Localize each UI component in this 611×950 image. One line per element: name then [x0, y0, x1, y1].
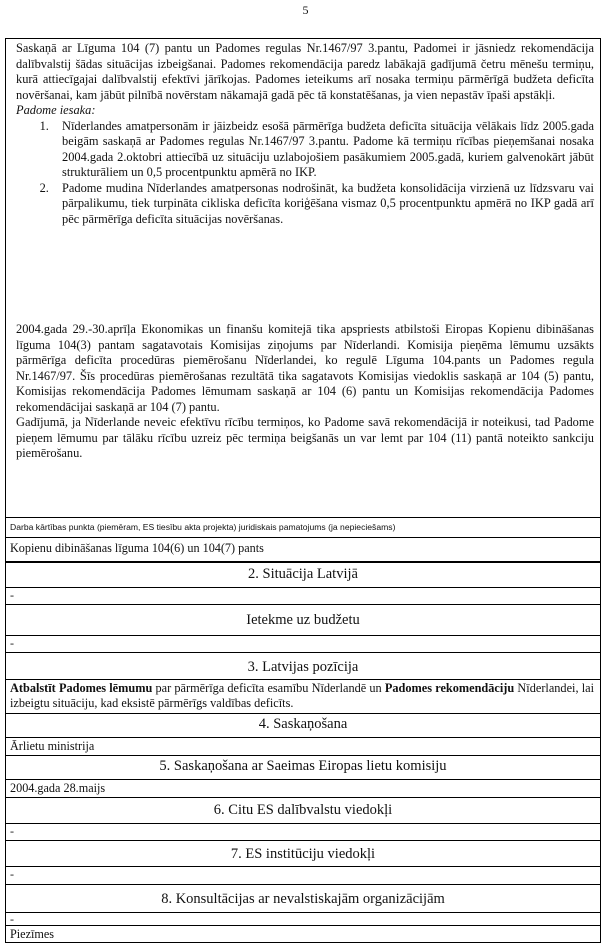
situation-row	[6, 587, 600, 604]
procedure-paragraph: 2004.gada 29.-30.aprīļa Ekonomikas un finanšu komitejā tika apspriests atbilstoši Eiropas Kopienu dibināšanas līguma 104(3) pantam sagatavotais Komisijas ziņojums par Nīderlandi. Komisija pieņēma lēmumu uzsākts pārmērīga deficīta procedūras piemērošanu Nīderlandei, ko regulē Līguma 104.pants un Padomes regula Nr.1467/97. Šīs procedūras piemērošanas rezultātā tika sagatavots Komisijas viedoklis saskaņā ar 104 (5) pantu, Komisijas rekomendācija Padomes lēmumam saskaņā ar 104 (6) pantu un Komisijas rekomendācija Padomes rekomendācijai saskaņā ar 104 (7) pantu.	[16, 322, 594, 414]
institutions-heading: 7. ES institūciju viedokļi	[230, 846, 376, 862]
intro-paragraph: Saskaņā ar Līguma 104 (7) pantu un Padomes regulas Nr.1467/97 3.pantu, Padomei ir jāsniedz rekomendācija dalībvalstij šādas situācijas izbeigšanai. Padomes rekomendācija paredz labākajā gadījumā četru mēnešu termiņu, kurā attiecīgajai dalībvalstij efektīvi jārīkojas. Padomes ieteikums arī nosaka termiņu pārmērīgā budžeta deficīta novēršanai, kam jābūt pilnībā novērstam nākamajā gadā pēc tā konstatēšanas, ja vien nepastāv īpaši apstākļi.	[16, 41, 594, 102]
procedure-text-block	[16, 322, 594, 462]
legal-basis-caption-row	[6, 517, 600, 537]
position-text-part1: par pārmērīga deficīta esamību Nīderlandē un	[152, 681, 385, 695]
position-heading-row	[6, 652, 600, 679]
budget-heading: Ietekme uz budžetu	[246, 612, 360, 628]
saeima-heading: 5. Saskaņošana ar Saeimas Eiropas lietu komisiju	[159, 758, 447, 774]
institutions-row	[6, 866, 600, 884]
ngo-value: -	[10, 912, 14, 926]
saeima-heading-row	[6, 755, 600, 779]
main-text-block	[16, 41, 594, 227]
position-text	[6, 680, 600, 711]
budget-value: -	[10, 636, 14, 650]
saeima-row	[6, 779, 600, 797]
saeima-value: 2004.gada 28.maijs	[10, 781, 106, 795]
recommendation-item: 1. Nīderlandes amatpersonām ir jāizbeidz esošā pārmērīga budžeta deficīta situācija vēlākais līdz 2005.gada beigām saskaņā ar Padomes regulas Nr.1467/97 3.pantu. Padome kā termiņu rīcības pieņemšanai nosaka 2004.gada 2.oktobri attiecībā uz situāciju uzlabojošiem pasākumiem 2005.gadā, kuriem galvenokārt jābūt strukturāliem un 0,5 procentpunktu apmērā no IKP.	[52, 119, 594, 181]
position-row	[6, 679, 600, 713]
coordination-heading: 4. Saskaņošana	[258, 716, 348, 732]
ngo-heading-row	[6, 884, 600, 912]
institutions-heading-row	[6, 840, 600, 866]
position-heading: 3. Latvijas pozīcija	[247, 659, 359, 675]
situation-value: -	[10, 588, 14, 602]
legal-basis-value: Kopienu dibināšanas līguma 104(6) un 104(7) pants	[10, 541, 264, 555]
position-text-part2: Nīderlandei, lai izbeigtu situāciju, kad eksistē pārmērīgs valdības deficīts.	[10, 681, 595, 710]
budget-heading-row	[6, 604, 600, 635]
recommendation-item: 2. Padome mudina Nīderlandes amatpersonas nodrošināt, ka budžeta konsolidācija virzienā uz līdzsvaru vai pārpalikumu, tiek turpināta cikliska deficīta koriģēšana vismaz 0,5 procentpunktu apmērā no IKP gadā arī pēc pārmērīga deficīta situācijas novēršanas.	[52, 181, 594, 228]
document-table	[5, 38, 601, 943]
other-states-row	[6, 823, 600, 840]
budget-row	[6, 635, 600, 652]
legal-basis-caption: Darba kārtības punkta (piemēram, ES tiesību akta projekta) juridiskais pamatojums (ja nepieciešams)	[10, 522, 396, 532]
legal-basis-row	[6, 537, 600, 560]
sanctions-paragraph: Gadījumā, ja Nīderlande neveic efektīvu rīcību termiņos, ko Padome savā rekomendācijā ir noteikusi, tad Padome pieņem lēmumu par tālāku rīcību uzreiz pēc termiņa beigšanās un var lemt par 104 (11) pantā noteikto sankciju piemērošanu.	[16, 415, 594, 460]
coordination-value: Ārlietu ministrija	[10, 739, 95, 753]
coordination-row	[6, 737, 600, 755]
situation-heading-row	[6, 561, 600, 587]
position-bold-decision: Atbalstīt Padomes lēmumu	[10, 681, 153, 695]
recommendation-list	[16, 119, 594, 228]
other-states-value: -	[10, 824, 14, 838]
position-bold-recommendation: Padomes rekomendāciju	[384, 681, 515, 695]
notes-row	[6, 925, 600, 942]
other-states-heading-row	[6, 797, 600, 823]
ngo-heading: 8. Konsultācijas ar nevalstiskajām organizācijām	[161, 891, 445, 907]
notes-label: Piezīmes	[10, 927, 55, 941]
situation-heading: 2. Situācija Latvijā	[248, 566, 358, 582]
coordination-heading-row	[6, 713, 600, 737]
page-number: 5	[302, 3, 309, 17]
recommends-label: Padome iesaka:	[16, 103, 96, 117]
other-states-heading: 6. Citu ES dalībvalstu viedokļi	[213, 802, 393, 818]
ngo-row	[6, 912, 600, 925]
institutions-value: -	[10, 867, 14, 881]
